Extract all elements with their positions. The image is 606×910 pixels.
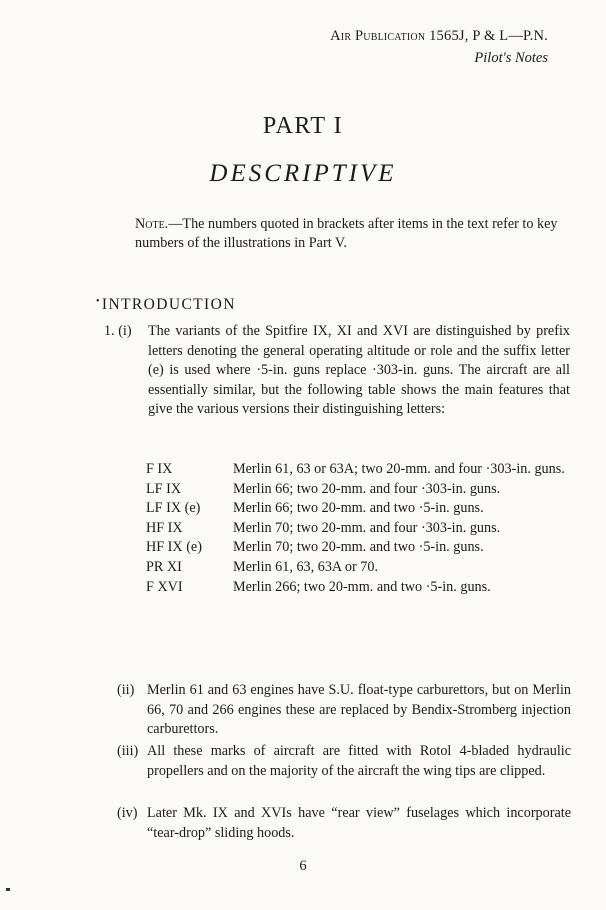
variant-engine: Merlin 70; two 20-mm. and four ·303-in. guns. [233, 519, 501, 536]
scan-mark [6, 888, 10, 891]
variant-row [146, 480, 571, 500]
variant-row [146, 558, 571, 578]
variant-name: LF IX (e) [146, 500, 201, 517]
paragraph-number: 1. (i) [104, 323, 132, 339]
sub-paragraph-text: Later Mk. IX and XVIs have “rear view” fuselages which incorporate “tear-drop” sliding hoods. [147, 805, 571, 841]
sub-paragraph-number: (iv) [117, 805, 138, 821]
variant-name: HF IX [146, 519, 183, 536]
publication-subtitle: Pilot's Notes [474, 50, 548, 66]
variant-engine: Merlin 61, 63 or 63A; two 20-mm. and four ·303-in. guns. [233, 461, 565, 477]
page-number: 6 [299, 858, 307, 874]
variant-engine: Merlin 70; two 20-mm. and two ·5-in. guns. [233, 539, 484, 556]
variant-name: HF IX (e) [146, 539, 202, 556]
variant-name: LF IX [146, 480, 182, 497]
sub-paragraph-iv [117, 804, 571, 843]
sub-paragraph-ii [117, 681, 571, 740]
publication-code: 1565J, P & L—P.N. [429, 28, 548, 44]
variant-name: F XVI [146, 578, 183, 595]
paragraph-1 [104, 322, 570, 420]
variant-row [146, 519, 571, 539]
intro-heading [96, 296, 236, 314]
variant-row [146, 578, 571, 598]
sub-paragraph-text: Merlin 61 and 63 engines have S.U. float-type carburettors, but on Merlin 66, 70 and 266 engines these are replaced by Bendix-Stromberg injection carburettors. [147, 682, 571, 738]
sub-paragraph-iii [117, 742, 571, 781]
variant-engine: Merlin 66; two 20-mm. and two ·5-in. guns. [233, 500, 484, 517]
section-heading: DESCRIPTIVE [209, 160, 397, 187]
note-text: —The numbers quoted in brackets after items in the text refer to key numbers of the illustrations in Part V. [135, 216, 558, 251]
variant-row [146, 460, 571, 480]
variant-row [146, 538, 571, 558]
variant-name: F IX [146, 461, 173, 477]
note-block [135, 215, 571, 253]
sub-paragraph-number: (iii) [117, 743, 139, 759]
variant-engine: Merlin 66; two 20-mm. and four ·303-in. guns. [233, 480, 501, 497]
variant-row [146, 499, 571, 519]
part-heading: PART I [262, 113, 344, 139]
publication-label: Air Publication [330, 28, 426, 44]
intro-heading-text: INTRODUCTION [101, 296, 236, 313]
sub-paragraph-text: All these marks of aircraft are fitted with Rotol 4-bladed hydraulic propellers and on the majority of the aircraft the wing tips are clipped. [147, 743, 571, 779]
publication-header [330, 28, 548, 45]
sub-paragraph-number: (ii) [117, 682, 135, 698]
paragraph-text: The variants of the Spitfire IX, XI and XVI are distinguished by prefix letters denoting the general operating altitude or role and the suffix letter (e) is used where ·5-in. guns replace ·303-in. guns. The aircraft are all essentially similar, but the following table shows the main features that give the various versions their distinguishing letters: [148, 323, 570, 418]
variant-engine: Merlin 266; two 20-mm. and two ·5-in. guns. [233, 578, 491, 595]
variant-engine: Merlin 61, 63, 63A or 70. [233, 558, 379, 575]
bullet-mark: • [96, 296, 101, 307]
note-label: Note. [135, 216, 169, 232]
variants-table [146, 460, 571, 597]
variant-name: PR XI [146, 558, 182, 575]
